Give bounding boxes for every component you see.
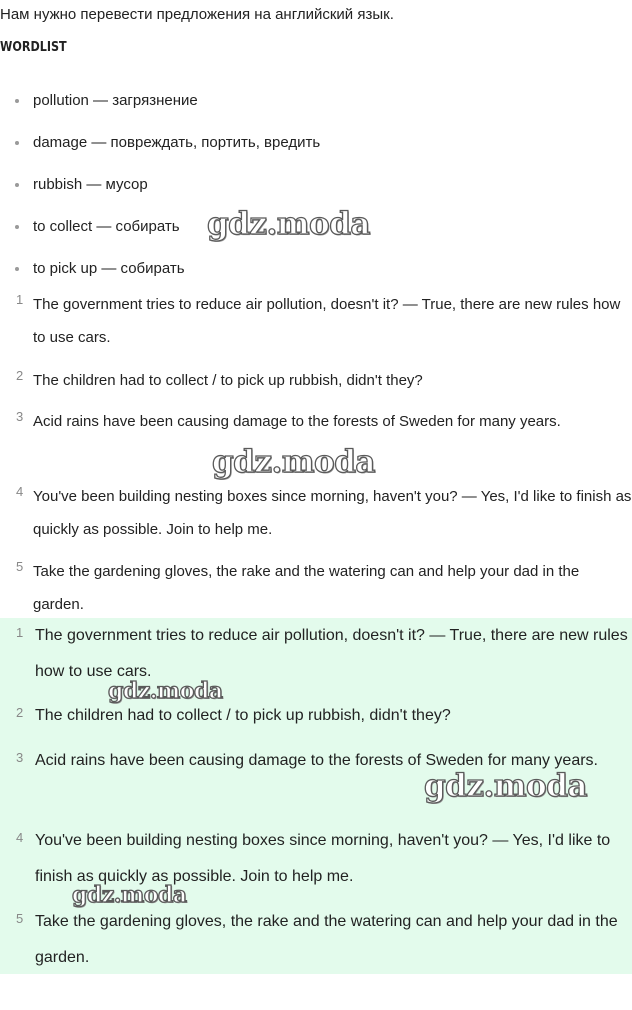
sentence-text: Take the gardening gloves, the rake and the watering can and help your dad in the garden. (33, 563, 580, 613)
answer-text: Acid rains have been causing damage to the forests of Sweden for many years. (35, 752, 598, 769)
wordlist (0, 90, 632, 300)
answer-number: 2 (16, 705, 24, 720)
sentence-number: 1 (16, 292, 24, 307)
bullet-dot-icon (15, 99, 19, 103)
answer-text: The children had to collect / to pick up rubbish, didn't they? (35, 707, 451, 724)
watermark-logo: gdz.moda (212, 444, 375, 480)
wordlist-item-text: pollution — загрязнение (33, 92, 198, 109)
sentence-number: 4 (16, 484, 24, 499)
intro-text: Нам нужно перевести предложения на английский язык. (0, 6, 394, 23)
answer-number: 1 (16, 625, 24, 640)
wordlist-heading: WORDLIST (0, 40, 67, 55)
answer-text: You've been building nesting boxes since morning, haven't you? — Yes, I'd like to finish as quickly as possible. Join to help me. (35, 832, 611, 885)
wordlist-item (0, 216, 632, 258)
sentence-text: The government tries to reduce air pollution, doesn't it? — True, there are new rules how to use cars. (33, 296, 621, 346)
answer-number: 4 (16, 830, 24, 845)
sentence-number: 3 (16, 409, 24, 424)
wordlist-item (0, 174, 632, 216)
watermark-logo: gdz.moda (424, 768, 587, 804)
bullet-dot-icon (15, 141, 19, 145)
bullet-dot-icon (15, 267, 19, 271)
wordlist-item-text: damage — повреждать, портить, вредить (33, 134, 321, 151)
wordlist-item-text: rubbish — мусор (33, 176, 148, 193)
wordlist-item (0, 132, 632, 174)
answer-number: 5 (16, 911, 24, 926)
answer-block (0, 618, 632, 974)
answer-text: The government tries to reduce air pollution, doesn't it? — True, there are new rules how to use cars. (35, 627, 628, 680)
watermark-logo: gdz.moda (207, 206, 370, 242)
sentence-number: 2 (16, 368, 24, 383)
answer-text: Take the gardening gloves, the rake and the watering can and help your dad in the garden. (35, 913, 618, 966)
wordlist-item-text: to collect — собирать (33, 218, 180, 235)
sentence-text: Acid rains have been causing damage to the forests of Sweden for many years. (33, 413, 561, 430)
bullet-dot-icon (15, 225, 19, 229)
watermark-logo: gdz.moda (108, 678, 223, 704)
answer-number: 3 (16, 750, 24, 765)
wordlist-item (0, 90, 632, 132)
sentence-text: You've been building nesting boxes since morning, haven't you? — Yes, I'd like to finish as quickly as possible. Join to help me. (33, 488, 632, 538)
bullet-dot-icon (15, 183, 19, 187)
sentence-text: The children had to collect / to pick up rubbish, didn't they? (33, 372, 423, 389)
sentence-number: 5 (16, 559, 24, 574)
wordlist-item-text: to pick up — собирать (33, 260, 185, 277)
watermark-logo: gdz.moda (72, 882, 187, 908)
